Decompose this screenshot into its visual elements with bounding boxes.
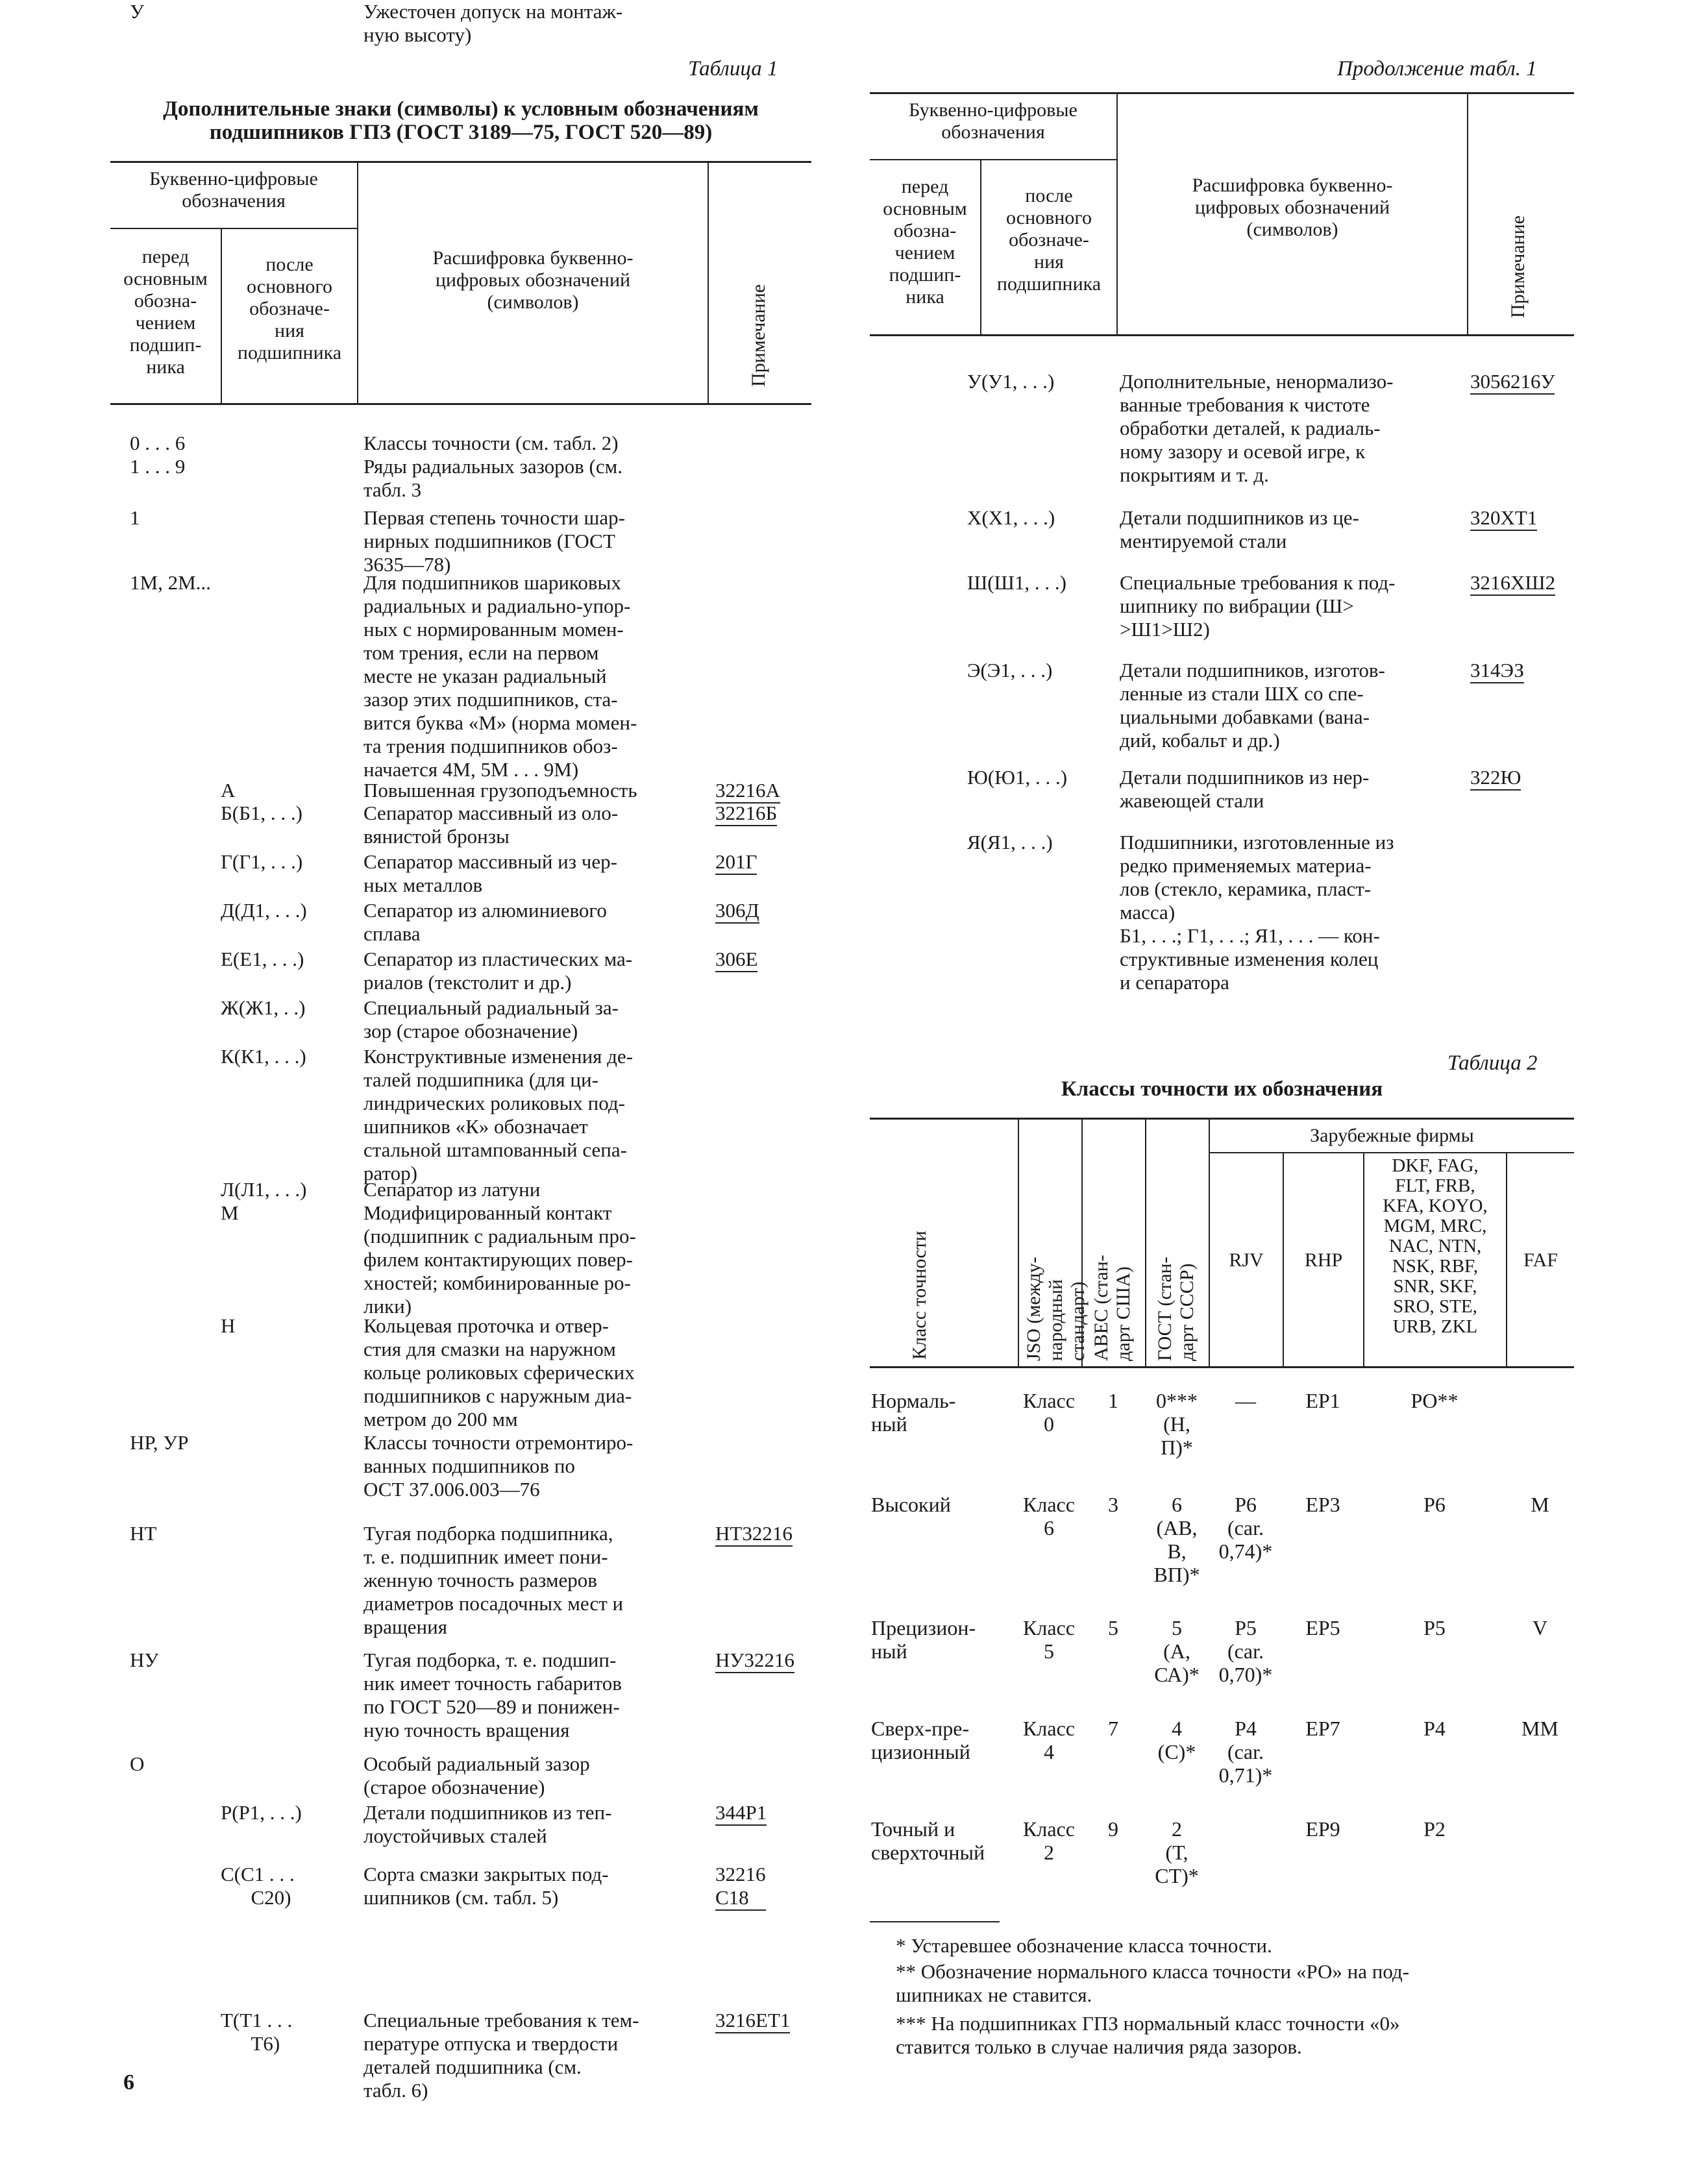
example: 306Д xyxy=(715,899,759,924)
t2-cell-faf: V xyxy=(1532,1616,1548,1639)
symbol-before: 1М, 2М... xyxy=(130,571,211,594)
t2-cell-name: Прецизион- ный xyxy=(871,1616,976,1663)
decoding-text: Специальные требования к под- шипнику по вибрации (Ш> >Ш1>Ш2) xyxy=(1120,571,1396,641)
table1-header-cont xyxy=(870,92,1574,336)
symbol-before: НУ xyxy=(130,1649,159,1671)
t2-cell-jso: Класс 5 xyxy=(1023,1616,1075,1663)
example: 306Е xyxy=(715,948,757,972)
header-group: Буквенно-цифровые обозначения xyxy=(149,168,318,212)
t2-cell-rhp: EP9 xyxy=(1305,1817,1340,1841)
decoding-text: Сепаратор из алюминиевого сплава xyxy=(363,899,607,945)
example: 320ХТ1 xyxy=(1470,506,1537,531)
example: 314ЭЗ xyxy=(1470,659,1524,683)
symbol-after: Я(Я1, . . .) xyxy=(967,831,1053,853)
t2-cell-gost: 2 (Т, СТ)* xyxy=(1155,1817,1199,1887)
footnote-rule xyxy=(870,1921,1000,1922)
decoding-text: Сорта смазки закрытых под- шипников (см. табл. 5) xyxy=(363,1863,609,1909)
header-after-cont: после основного обозначе- ния подшипника xyxy=(996,185,1102,295)
t2-header-foreign: Зарубежные фирмы xyxy=(1310,1125,1474,1146)
t2-cell-rjv: P4 (car. 0,71)* xyxy=(1218,1717,1273,1787)
t2-cell-dkf: PO** xyxy=(1410,1389,1459,1412)
example: 344Р1 xyxy=(715,1801,767,1826)
symbol-after: К(К1, . . .) xyxy=(221,1045,306,1068)
decoding-text: Детали подшипников из це- ментируемой стали xyxy=(1120,506,1359,552)
symbol-after: Е(Е1, . . .) xyxy=(221,948,304,970)
example: НУ32216 xyxy=(715,1649,794,1673)
t2-cell-abec: 7 xyxy=(1108,1717,1118,1740)
t2-cell-rjv: — xyxy=(1235,1389,1256,1412)
t2-cell-name: Высокий xyxy=(871,1493,951,1516)
header-group-cont: Буквенно-цифровые обозначения xyxy=(909,99,1077,143)
symbol-after: Р(Р1, . . .) xyxy=(221,1801,302,1824)
t2-cell-jso: Класс 0 xyxy=(1023,1389,1075,1436)
t2-cell-dkf: P6 xyxy=(1423,1493,1446,1516)
decoding-text: Тугая подборка подшипника, т. е. подшипник имеет пони- женную точность размеров диаметров посадочных мест и вращения xyxy=(363,1522,624,1638)
decoding-text: Повышенная грузоподъемность xyxy=(363,779,637,802)
t2-cell-rhp: EP5 xyxy=(1305,1616,1340,1639)
header-note: Примечание xyxy=(748,284,769,387)
decoding-text: Детали подшипников, изготов- ленные из стали ШХ со спе- циальными добавками (вана- дий, кобальт и др.) xyxy=(1120,659,1385,752)
decoding-text: Сепаратор массивный из оло- вянистой бронзы xyxy=(363,802,619,848)
t2-cell-rjv: P6 (car. 0,74)* xyxy=(1218,1493,1273,1563)
symbol-after: Э(Э1, . . .) xyxy=(967,659,1053,681)
example: 3056216У xyxy=(1470,370,1555,395)
t2-header-rhp: RHP xyxy=(1304,1249,1343,1271)
header-note-cont: Примечание xyxy=(1507,215,1529,318)
t2-header-gost: ГОСТ (стан- дарт СССР) xyxy=(1154,1257,1198,1361)
table1-number: Таблица 1 xyxy=(688,57,778,80)
decoding-text: Ужесточен допуск на монтаж- ную высоту) xyxy=(363,0,623,46)
decoding-text: Специальный радиальный за- зор (старое обозначение) xyxy=(363,996,619,1042)
table1-header xyxy=(110,161,811,405)
t2-header-abec: ABEC (стан- дарт США) xyxy=(1090,1255,1134,1361)
t2-cell-dkf: P5 xyxy=(1423,1616,1446,1639)
decoding-text: Первая степень точности шар- нирных подшипников (ГОСТ 3635—78) xyxy=(363,506,625,576)
table1-continuation: Продолжение табл. 1 xyxy=(1337,57,1537,80)
t2-header-class: Класс точности xyxy=(909,1231,930,1360)
footnote: * Устаревшее обозначение класса точности. xyxy=(896,1934,1272,1957)
decoding-text: Подшипники, изготовленные из редко применяемых материа- лов (стекло, керамика, пласт- масса) Б1, . . .; Г1, . . .; Я1, . . . — кон- структивные изменения колец и сепаратора xyxy=(1120,831,1394,994)
t2-cell-name: Сверх-пре- цизионный xyxy=(871,1717,970,1763)
decoding-text: Кольцевая проточка и отвер- стия для смазки на наружном кольце роликовых сферических подшипников с наружным диа- метром до 200 мм xyxy=(363,1314,635,1430)
symbol-after: Х(Х1, . . .) xyxy=(967,506,1055,529)
decoding-text: Классы точности отремонтиро- ванных подшипников по ОСТ 37.006.003—76 xyxy=(363,1431,634,1501)
t2-cell-jso: Класс 4 xyxy=(1023,1717,1075,1763)
decoding-text: Для подшипников шариковых радиальных и радиально-упор- ных с нормированным момен- том трения, если на первом месте не указан радиальный зазор этих подшипников, ста- вится буква «М» (норма момен- та трения подшипников обоз- начается 4М, 5М . . . 9М) xyxy=(363,571,637,781)
t2-cell-abec: 3 xyxy=(1108,1493,1118,1516)
symbol-after: С(С1 . . . С20) xyxy=(221,1863,295,1909)
header-before-cont: перед основным обозна- чением подшип- ника xyxy=(883,176,967,308)
example: 3216ХШ2 xyxy=(1470,571,1555,596)
t2-cell-name: Точный и сверхточный xyxy=(871,1817,985,1864)
table1-caption: Дополнительные знаки (символы) к условным обозначениям подшипников ГПЗ (ГОСТ 3189—75, ГОСТ 520—89) xyxy=(163,97,759,144)
symbol-after: Б(Б1, . . .) xyxy=(221,802,302,824)
example: НТ32216 xyxy=(715,1522,793,1547)
t2-cell-abec: 1 xyxy=(1108,1389,1118,1412)
t2-cell-faf: M xyxy=(1531,1493,1549,1516)
decoding-text: Классы точности (см. табл. 2) Ряды радиальных зазоров (см. табл. 3 xyxy=(363,432,623,501)
example: 32216 С18 xyxy=(715,1863,766,1911)
example: 322Ю xyxy=(1470,766,1521,791)
symbol-after: Ш(Ш1, . . .) xyxy=(967,571,1066,594)
footnote: *** На подшипниках ГПЗ нормальный класс точности «0» ставится только в случае наличия ряда зазоров. xyxy=(896,2012,1400,2058)
symbol-after: Ю(Ю1, . . .) xyxy=(967,766,1068,789)
example: 201Г xyxy=(715,850,757,875)
example: 32216А xyxy=(715,779,780,804)
t2-cell-abec: 5 xyxy=(1108,1616,1118,1639)
t2-cell-jso: Класс 2 xyxy=(1023,1817,1075,1864)
decoding-text: Специальные требования к тем- пературе отпуска и твердости деталей подшипника (см. табл. 6) xyxy=(363,2009,639,2102)
symbol-before: НР, УР xyxy=(130,1431,189,1454)
t2-cell-rjv: P5 (car. 0,70)* xyxy=(1218,1616,1273,1686)
t2-header-faf: FAF xyxy=(1523,1249,1558,1271)
symbol-before: НТ xyxy=(130,1522,157,1545)
t2-cell-dkf: P4 xyxy=(1423,1717,1446,1740)
t2-cell-abec: 9 xyxy=(1108,1817,1118,1841)
symbol-after: Ж(Ж1, . .) xyxy=(221,996,306,1019)
decoding-text: Детали подшипников из нер- жавеющей стали xyxy=(1120,766,1370,812)
t2-cell-rhp: EP3 xyxy=(1305,1493,1340,1516)
header-after: после основного обозначе- ния подшипника xyxy=(237,254,342,363)
t2-cell-faf: MM xyxy=(1521,1717,1558,1740)
symbol-before: 1 xyxy=(130,506,140,529)
t2-cell-gost: 5 (А, СА)* xyxy=(1154,1616,1200,1686)
t2-cell-dkf: P2 xyxy=(1423,1817,1446,1841)
header-decoding-cont: Расшифровка буквенно- цифровых обозначений (символов) xyxy=(1192,175,1393,240)
t2-header-jso: JSO (между- народный стандарт) xyxy=(1023,1257,1089,1361)
symbol-after: А xyxy=(221,779,236,802)
footnote: ** Обозначение нормального класса точности «РО» на под- шипниках не ставится. xyxy=(896,1960,1410,2006)
decoding-text: Особый радиальный зазор (старое обозначение) xyxy=(363,1752,590,1798)
table2-header xyxy=(870,1118,1574,1368)
decoding-text: Сепаратор массивный из чер- ных металлов xyxy=(363,850,617,896)
symbol-before: У xyxy=(130,0,144,23)
table2-caption: Классы точности их обозначения xyxy=(1061,1077,1383,1101)
t2-cell-name: Нормаль- ный xyxy=(871,1389,956,1436)
t2-cell-rhp: EP1 xyxy=(1305,1389,1340,1412)
symbol-after: Н xyxy=(221,1314,236,1337)
symbol-before: О xyxy=(130,1752,145,1775)
symbol-after: Г(Г1, . . .) xyxy=(221,850,303,873)
decoding-text: Сепаратор из латуни Модифицированный контакт (подшипник с радиальным про- филем контактирующих повер- хностей; комбинированные ро- лики) xyxy=(363,1178,636,1318)
symbol-after: Т(Т1 . . . Т6) xyxy=(221,2009,293,2055)
example: 3216ЕТ1 xyxy=(715,2009,790,2033)
example: 32216Б xyxy=(715,802,777,826)
t2-cell-gost: 6 (АВ, В, ВП)* xyxy=(1153,1493,1200,1586)
decoding-text: Детали подшипников из теп- лоустойчивых сталей xyxy=(363,1801,612,1847)
symbol-after: Л(Л1, . . .) М xyxy=(221,1178,307,1224)
header-decoding: Расшифровка буквенно- цифровых обозначений (символов) xyxy=(432,247,634,313)
header-before: перед основным обозна- чением подшип- ника xyxy=(123,246,208,378)
decoding-text: Тугая подборка, т. е. подшип- ник имеет точность габаритов по ГОСТ 520—89 и понижен- ную точность вращения xyxy=(363,1649,622,1741)
t2-header-rjv: RJV xyxy=(1229,1249,1264,1271)
table2-number: Таблица 2 xyxy=(1447,1051,1538,1075)
decoding-text: Сепаратор из пластических ма- риалов (текстолит и др.) xyxy=(363,948,633,994)
t2-cell-jso: Класс 6 xyxy=(1023,1493,1075,1540)
t2-cell-gost: 0*** (Н, П)* xyxy=(1156,1389,1198,1459)
decoding-text: Дополнительные, ненормализо- ванные требования к чистоте обработки деталей, к радиаль- ному зазору и осевой игре, к покрытиям и т. д. xyxy=(1120,370,1394,486)
symbol-before: 0 . . . 6 1 . . . 9 xyxy=(130,432,186,478)
t2-cell-rhp: EP7 xyxy=(1305,1717,1340,1740)
symbol-after: У(У1, . . .) xyxy=(967,370,1055,393)
t2-cell-gost: 4 (С)* xyxy=(1157,1717,1196,1763)
decoding-text: Конструктивные изменения де- талей подшипника (для ци- линдрических роликовых под- шипников «К» обозначает стальной штампованный сепа- ратор) xyxy=(363,1045,634,1184)
t2-header-firms: DKF, FAG, FLT, FRB, KFA, KOYO, MGM, MRC, NAC, NTN, NSK, RBF, SNR, SKF, SRO, STE, URB, ZKL xyxy=(1383,1155,1488,1337)
page-number: 6 xyxy=(123,2070,134,2094)
symbol-after: Д(Д1, . . .) xyxy=(221,899,307,922)
